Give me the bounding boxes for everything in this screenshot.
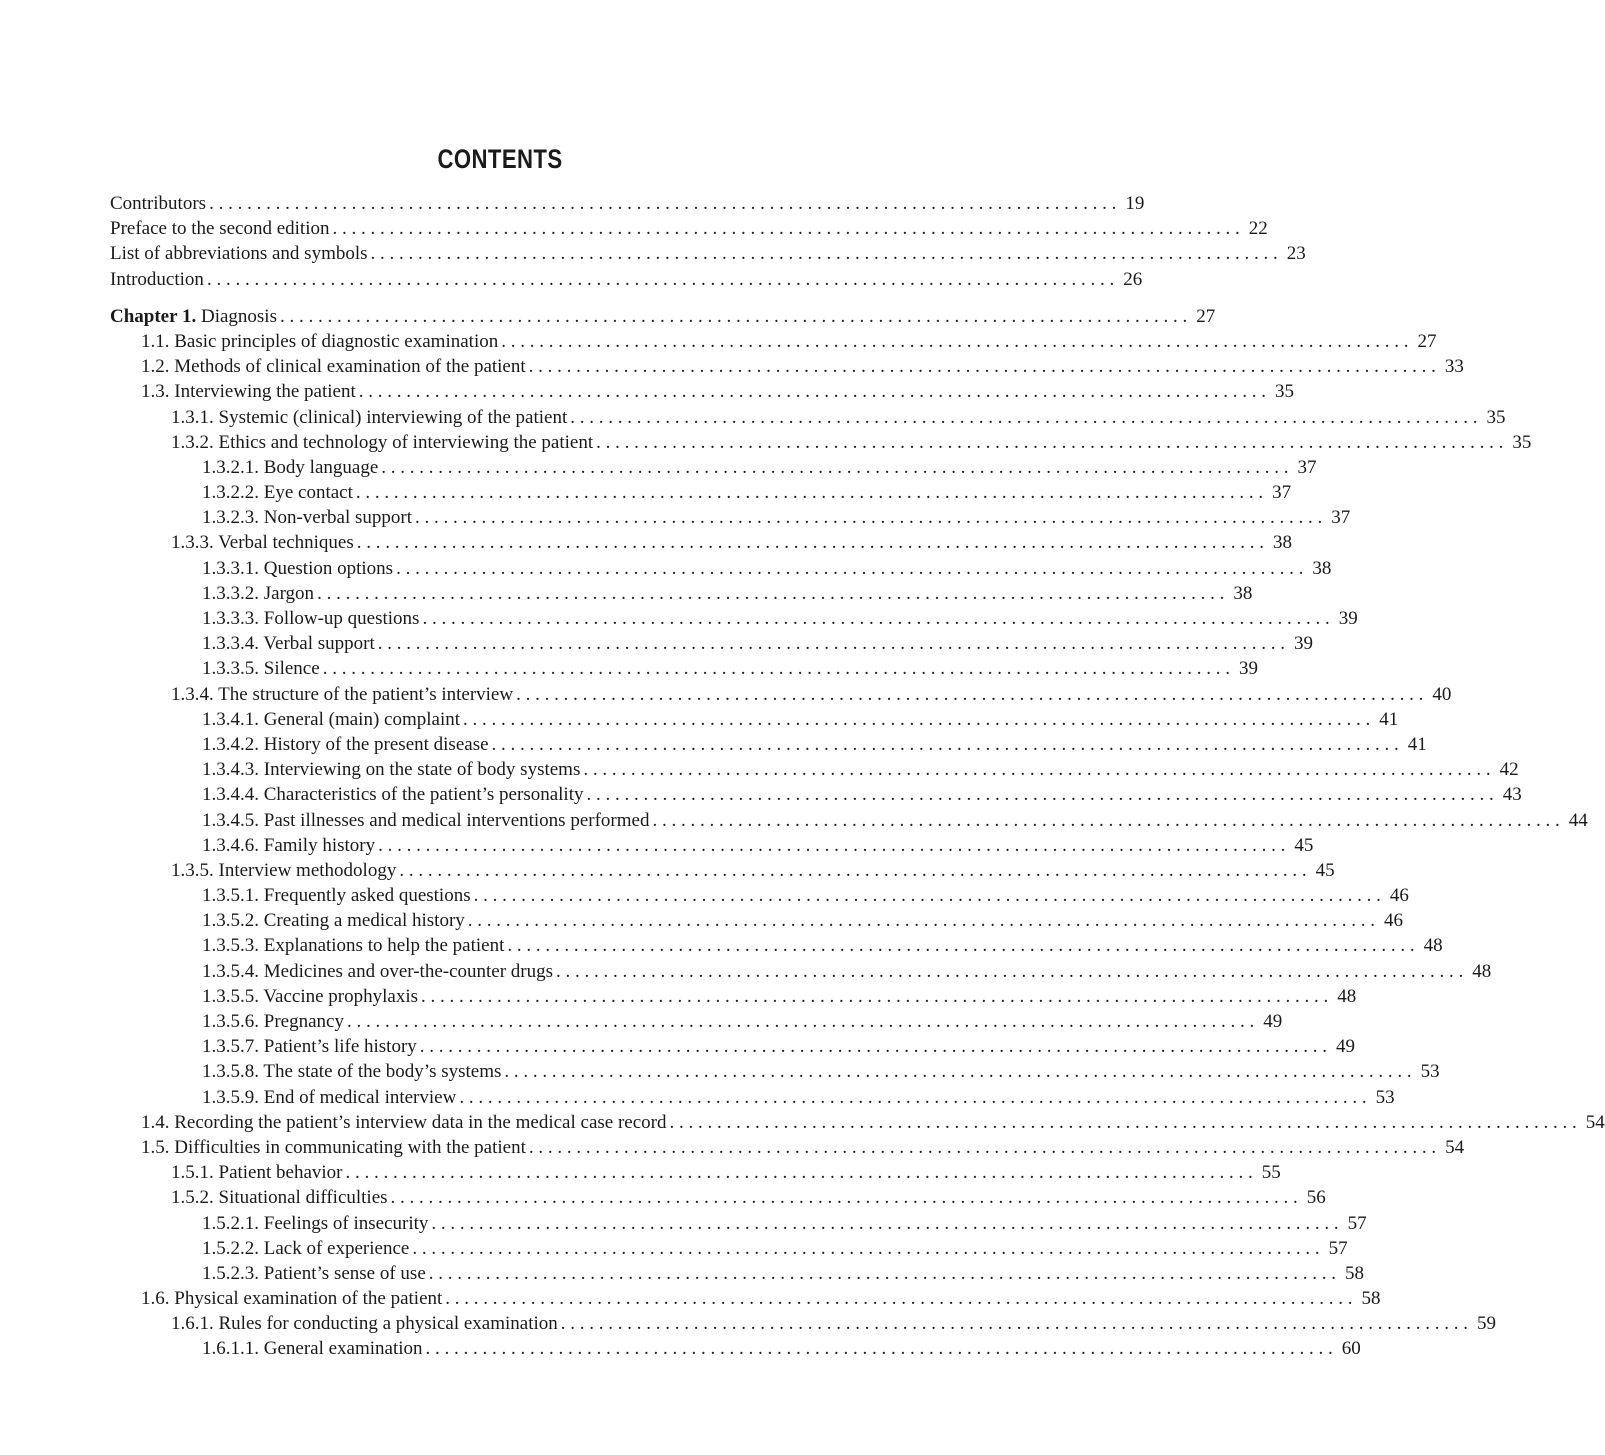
toc-entry[interactable]	[110, 405, 1506, 430]
toc-entry-text: 1.3.4.3. Interviewing on the state of body systems	[202, 759, 581, 781]
toc-entry-label	[110, 241, 368, 266]
dot-leader	[209, 191, 1116, 216]
dot-leader	[391, 1185, 1298, 1210]
toc-entry-page-number: 33	[1444, 356, 1464, 378]
dot-leader	[399, 858, 1306, 883]
dot-leader	[357, 530, 1264, 555]
dot-leader	[359, 379, 1266, 404]
toc-entry-label	[202, 707, 460, 732]
toc-entry-label	[171, 1311, 558, 1336]
toc-entry-label	[110, 191, 206, 216]
toc-entry-label	[171, 682, 513, 707]
dot-leader	[529, 1135, 1436, 1160]
toc-entry-label	[171, 530, 354, 555]
toc-entry-label	[202, 505, 412, 530]
dot-leader	[412, 1236, 1319, 1261]
toc-entry-text: 1.3.3.4. Verbal support	[202, 633, 375, 655]
toc-entry-label	[202, 1034, 417, 1059]
toc-entry-page-number: 55	[1261, 1162, 1281, 1184]
toc-entry-page-number: 23	[1286, 243, 1306, 265]
toc-entry-page-number: 54	[1585, 1111, 1605, 1133]
toc-entry[interactable]	[110, 1261, 1365, 1286]
toc-entry-text: 1.3.4.1. General (main) complaint	[202, 708, 461, 730]
toc-entry[interactable]	[110, 530, 1292, 555]
toc-entry-text: 1.3.5.2. Creating a medical history	[202, 910, 465, 932]
toc-entry-label	[110, 304, 277, 329]
toc-entry-page-number: 45	[1294, 834, 1314, 856]
toc-entry-text: 1.5.1. Patient behavior	[171, 1162, 343, 1184]
toc-entry-text: 1.5. Difficulties in communicating with the patient	[141, 1136, 526, 1158]
toc-entry[interactable]	[110, 241, 1306, 266]
toc-entry-label	[202, 808, 649, 833]
dot-leader	[463, 707, 1370, 732]
toc-entry[interactable]	[110, 1185, 1326, 1210]
toc-entry-text: 1.1. Basic principles of diagnostic examination	[141, 330, 499, 352]
toc-entry-label	[202, 1236, 409, 1261]
toc-entry-text: List of abbreviations and symbols	[110, 243, 368, 265]
toc-entry-page-number: 40	[1432, 683, 1452, 705]
toc-entry-label	[202, 606, 419, 631]
toc-entry[interactable]	[110, 732, 1427, 757]
toc-entry-page-number: 39	[1238, 658, 1258, 680]
toc-entry-text: 1.5.2.3. Patient’s sense of use	[202, 1262, 426, 1284]
toc-entry-page-number: 41	[1379, 708, 1399, 730]
toc-entry-page-number: 59	[1477, 1313, 1497, 1335]
toc-entry-page-number: 53	[1420, 1061, 1440, 1083]
toc-entry-page-number: 58	[1361, 1288, 1381, 1310]
toc-entry[interactable]	[110, 505, 1351, 530]
dot-leader	[669, 1110, 1576, 1135]
toc-entry[interactable]	[110, 1059, 1440, 1084]
toc-entry-label	[141, 1135, 526, 1160]
toc-entry-text: Diagnosis	[196, 305, 277, 327]
dot-leader	[317, 581, 1224, 606]
toc-entry-label	[202, 933, 504, 958]
toc-entry[interactable]	[110, 1311, 1497, 1336]
toc-entry[interactable]	[110, 379, 1294, 404]
toc-entry-page-number: 39	[1294, 633, 1313, 655]
toc-entry-label	[202, 732, 489, 757]
toc-entry-text: 1.3.4.2. History of the present disease	[202, 733, 489, 755]
toc-entry-page-number: 46	[1389, 885, 1409, 907]
dot-leader	[529, 354, 1436, 379]
toc-entry-label	[141, 329, 498, 354]
toc-entry-page-number: 38	[1233, 582, 1253, 604]
toc-entry-text: 1.3.3.3. Follow-up questions	[202, 608, 420, 629]
toc-entry-label	[202, 455, 378, 480]
dot-leader	[207, 267, 1114, 292]
dot-leader	[371, 241, 1278, 266]
toc-entry-page-number: 45	[1315, 859, 1335, 881]
toc-entry-label	[202, 1211, 428, 1236]
toc-entry-page-number: 22	[1248, 218, 1268, 240]
dot-leader	[556, 959, 1463, 984]
toc-entry-page-number: 49	[1263, 1011, 1283, 1032]
toc-entry-text: 1.3.5.4. Medicines and over-the-counter drugs	[202, 960, 554, 982]
dot-leader	[468, 908, 1375, 933]
dot-leader	[504, 1059, 1411, 1084]
toc-entry-text: 1.3.3.5. Silence	[202, 658, 320, 680]
toc-entry-text: 1.3.2.1. Body language	[202, 456, 379, 478]
toc-entry[interactable]	[110, 1110, 1605, 1135]
toc-entry-page-number: 56	[1306, 1187, 1326, 1209]
toc-entry-text: 1.3.5.6. Pregnancy	[202, 1011, 344, 1032]
toc-entry-page-number: 35	[1275, 381, 1294, 403]
toc-entry-page-number: 48	[1423, 935, 1443, 957]
toc-entry-text: 1.5.2. Situational difficulties	[171, 1187, 388, 1209]
dot-leader	[516, 682, 1423, 707]
toc-entry-label	[110, 267, 204, 292]
toc-entry-page-number: 35	[1512, 431, 1532, 453]
dot-leader	[596, 430, 1503, 455]
toc-entry-text: 1.3.3. Verbal techniques	[171, 532, 354, 554]
dot-leader	[420, 1034, 1327, 1059]
chapter-prefix: Chapter 1.	[110, 305, 197, 327]
toc-entry[interactable]	[110, 1236, 1348, 1261]
toc-entry-page-number: 48	[1337, 985, 1357, 1007]
toc-entry-text: 1.3.4.4. Characteristics of the patient’s personality	[202, 784, 584, 806]
dot-leader	[586, 782, 1493, 807]
toc-entry-text: 1.3. Interviewing the patient	[141, 381, 356, 403]
toc-entry[interactable]	[110, 329, 1437, 354]
toc-entry-page-number: 38	[1312, 557, 1332, 579]
toc-entry-label	[141, 1286, 442, 1311]
toc-entry-label	[202, 581, 314, 606]
toc-entry[interactable]	[110, 656, 1258, 681]
dot-leader	[474, 883, 1381, 908]
toc-entry-page-number: 57	[1347, 1212, 1367, 1234]
toc-entry-text: 1.5.2.1. Feelings of insecurity	[202, 1212, 429, 1234]
toc-entry-text: 1.5.2.2. Lack of experience	[202, 1237, 410, 1259]
toc-entry-label	[202, 1009, 344, 1034]
toc-entry[interactable]	[110, 1034, 1356, 1059]
toc-entry-page-number: 41	[1407, 733, 1427, 755]
toc-entry-label	[141, 354, 526, 379]
toc-entry[interactable]	[110, 631, 1313, 656]
toc-entry-text: 1.3.5.8. The state of the body’s systems	[202, 1061, 502, 1083]
toc-entry[interactable]	[110, 480, 1292, 505]
toc-entry-label	[171, 1185, 388, 1210]
toc-entry-page-number: 46	[1384, 910, 1404, 932]
toc-entry[interactable]	[110, 1211, 1367, 1236]
toc-entry-text: 1.3.3.1. Question options	[202, 557, 394, 579]
toc-entry-label	[202, 782, 583, 807]
toc-entry-text: 1.3.5.5. Vaccine prophylaxis	[202, 985, 418, 1007]
table-of-contents	[110, 191, 1605, 1362]
toc-entry[interactable]	[110, 984, 1357, 1009]
toc-entry[interactable]	[110, 304, 1216, 329]
toc-entry-page-number: 48	[1472, 960, 1492, 982]
dot-leader	[583, 757, 1490, 782]
dot-leader	[429, 1261, 1336, 1286]
toc-entry-page-number: 54	[1445, 1136, 1465, 1158]
toc-entry-label	[171, 430, 593, 455]
toc-entry-text: 1.2. Methods of clinical examination of the patient	[141, 356, 526, 378]
toc-entry-page-number: 49	[1336, 1036, 1356, 1058]
toc-entry[interactable]	[110, 1085, 1395, 1110]
toc-entry-text: 1.3.3.2. Jargon	[202, 582, 315, 604]
dot-leader	[501, 329, 1408, 354]
toc-entry[interactable]	[110, 682, 1452, 707]
toc-entry-page-number: 53	[1375, 1086, 1395, 1108]
dot-leader	[280, 304, 1187, 329]
dot-leader	[507, 933, 1414, 958]
toc-entry-text: Introduction	[110, 268, 204, 290]
toc-entry-page-number: 26	[1123, 268, 1143, 290]
toc-entry-label	[202, 1336, 423, 1361]
toc-entry-label	[202, 1085, 456, 1110]
toc-entry[interactable]	[110, 191, 1145, 216]
toc-entry-text: 1.6.1.1. General examination	[202, 1338, 423, 1360]
toc-entry-page-number: 27	[1196, 305, 1216, 327]
dot-leader	[492, 732, 1399, 757]
toc-entry[interactable]	[110, 1009, 1283, 1034]
dot-leader	[396, 556, 1303, 581]
toc-entry-text: 1.4. Recording the patient’s interview data in the medical case record	[141, 1111, 667, 1133]
toc-entry-label	[202, 757, 580, 782]
dot-leader	[332, 216, 1239, 241]
dot-leader	[381, 455, 1288, 480]
toc-entry[interactable]	[110, 354, 1464, 379]
toc-entry-text: Preface to the second edition	[110, 218, 330, 240]
toc-entry-text: 1.3.5. Interview methodology	[171, 859, 397, 881]
toc-entry-text: 1.3.4. The structure of the patient’s interview	[171, 683, 514, 705]
toc-entry[interactable]	[110, 959, 1492, 984]
toc-entry-label	[110, 216, 329, 241]
dot-leader	[415, 505, 1322, 530]
dot-leader	[570, 405, 1477, 430]
toc-entry-page-number: 43	[1502, 784, 1522, 806]
toc-entry-page-number: 58	[1345, 1262, 1365, 1284]
toc-entry-label	[202, 833, 375, 858]
toc-entry-label	[202, 908, 465, 933]
dot-leader	[347, 1009, 1254, 1034]
toc-entry[interactable]	[110, 1160, 1281, 1185]
toc-entry-label	[141, 1110, 666, 1135]
toc-entry-text: 1.3.2.3. Non-verbal support	[202, 507, 413, 529]
toc-entry[interactable]	[110, 858, 1335, 883]
toc-entry[interactable]	[110, 1336, 1361, 1361]
toc-entry-label	[202, 1059, 501, 1084]
toc-entry-page-number: 57	[1328, 1237, 1348, 1259]
toc-entry-label	[202, 984, 418, 1009]
toc-entry-page-number: 37	[1297, 456, 1317, 478]
toc-entry[interactable]	[110, 883, 1409, 908]
toc-entry[interactable]	[110, 933, 1443, 958]
toc-entry-text: 1.3.5.3. Explanations to help the patient	[202, 935, 505, 957]
dot-leader	[431, 1211, 1338, 1236]
toc-entry-text: 1.3.1. Systemic (clinical) interviewing of the patient	[171, 406, 568, 428]
toc-entry[interactable]	[110, 216, 1268, 241]
dot-leader	[459, 1085, 1366, 1110]
toc-entry-label	[171, 405, 567, 430]
toc-entry-page-number: 42	[1499, 759, 1519, 781]
toc-entry-text: 1.3.5.7. Patient’s life history	[202, 1036, 417, 1058]
toc-entry-page-number: 35	[1486, 406, 1506, 428]
dot-leader	[652, 808, 1559, 833]
dot-leader	[378, 833, 1285, 858]
toc-entry[interactable]	[110, 782, 1522, 807]
toc-entry-label	[171, 1160, 343, 1185]
toc-entry[interactable]	[110, 455, 1317, 480]
toc-entry-text: 1.3.5.9. End of medical interview	[202, 1086, 457, 1108]
toc-entry-label	[202, 883, 471, 908]
dot-leader	[561, 1311, 1468, 1336]
toc-entry[interactable]	[110, 833, 1314, 858]
toc-entry-page-number: 37	[1272, 482, 1292, 504]
toc-entry-label	[202, 959, 553, 984]
toc-entry[interactable]	[110, 757, 1519, 782]
dot-leader	[378, 631, 1285, 656]
toc-entry-label	[171, 858, 396, 883]
toc-entry-label	[202, 631, 375, 656]
toc-entry-page-number: 19	[1125, 193, 1145, 214]
dot-leader	[346, 1160, 1253, 1185]
toc-entry-text: 1.3.4.5. Past illnesses and medical interventions performed	[202, 809, 650, 831]
toc-entry-label	[202, 656, 320, 681]
toc-entry-page-number: 27	[1417, 330, 1437, 352]
dot-leader	[445, 1286, 1352, 1311]
toc-entry-page-number: 38	[1273, 532, 1292, 554]
toc-entry-page-number: 37	[1331, 507, 1351, 529]
toc-entry-page-number: 44	[1568, 809, 1588, 831]
toc-entry[interactable]	[110, 581, 1253, 606]
dot-leader	[422, 606, 1329, 631]
toc-entry[interactable]	[110, 1135, 1465, 1160]
toc-entry-label	[202, 480, 353, 505]
toc-entry[interactable]	[110, 606, 1358, 631]
toc-entry-text: 1.6.1. Rules for conducting a physical examination	[171, 1313, 558, 1335]
toc-entry-text: Contributors	[110, 193, 207, 214]
toc-entry-text: 1.3.5.1. Frequently asked questions	[202, 885, 471, 907]
toc-entry[interactable]	[110, 267, 1143, 292]
toc-entry-page-number: 60	[1341, 1338, 1361, 1360]
toc-entry-label	[141, 379, 356, 404]
toc-entry[interactable]	[110, 707, 1399, 732]
dot-leader	[421, 984, 1328, 1009]
toc-entry-text: 1.3.4.6. Family history	[202, 834, 376, 856]
toc-entry[interactable]	[110, 430, 1532, 455]
dot-leader	[426, 1336, 1333, 1361]
toc-entry-text: 1.6. Physical examination of the patient	[141, 1288, 443, 1310]
toc-entry-label	[202, 556, 393, 581]
page-title: CONTENTS	[437, 144, 563, 174]
toc-entry-text: 1.3.2.2. Eye contact	[202, 482, 353, 504]
toc-entry[interactable]	[110, 908, 1404, 933]
toc-entry-text: 1.3.2. Ethics and technology of interviewing the patient	[171, 431, 594, 453]
dot-leader	[356, 480, 1263, 505]
toc-entry[interactable]	[110, 808, 1588, 833]
toc-entry[interactable]	[110, 1286, 1381, 1311]
toc-entry[interactable]	[110, 556, 1332, 581]
toc-entry-page-number: 39	[1338, 608, 1358, 629]
dot-leader	[323, 656, 1230, 681]
toc-entry-label	[202, 1261, 426, 1286]
